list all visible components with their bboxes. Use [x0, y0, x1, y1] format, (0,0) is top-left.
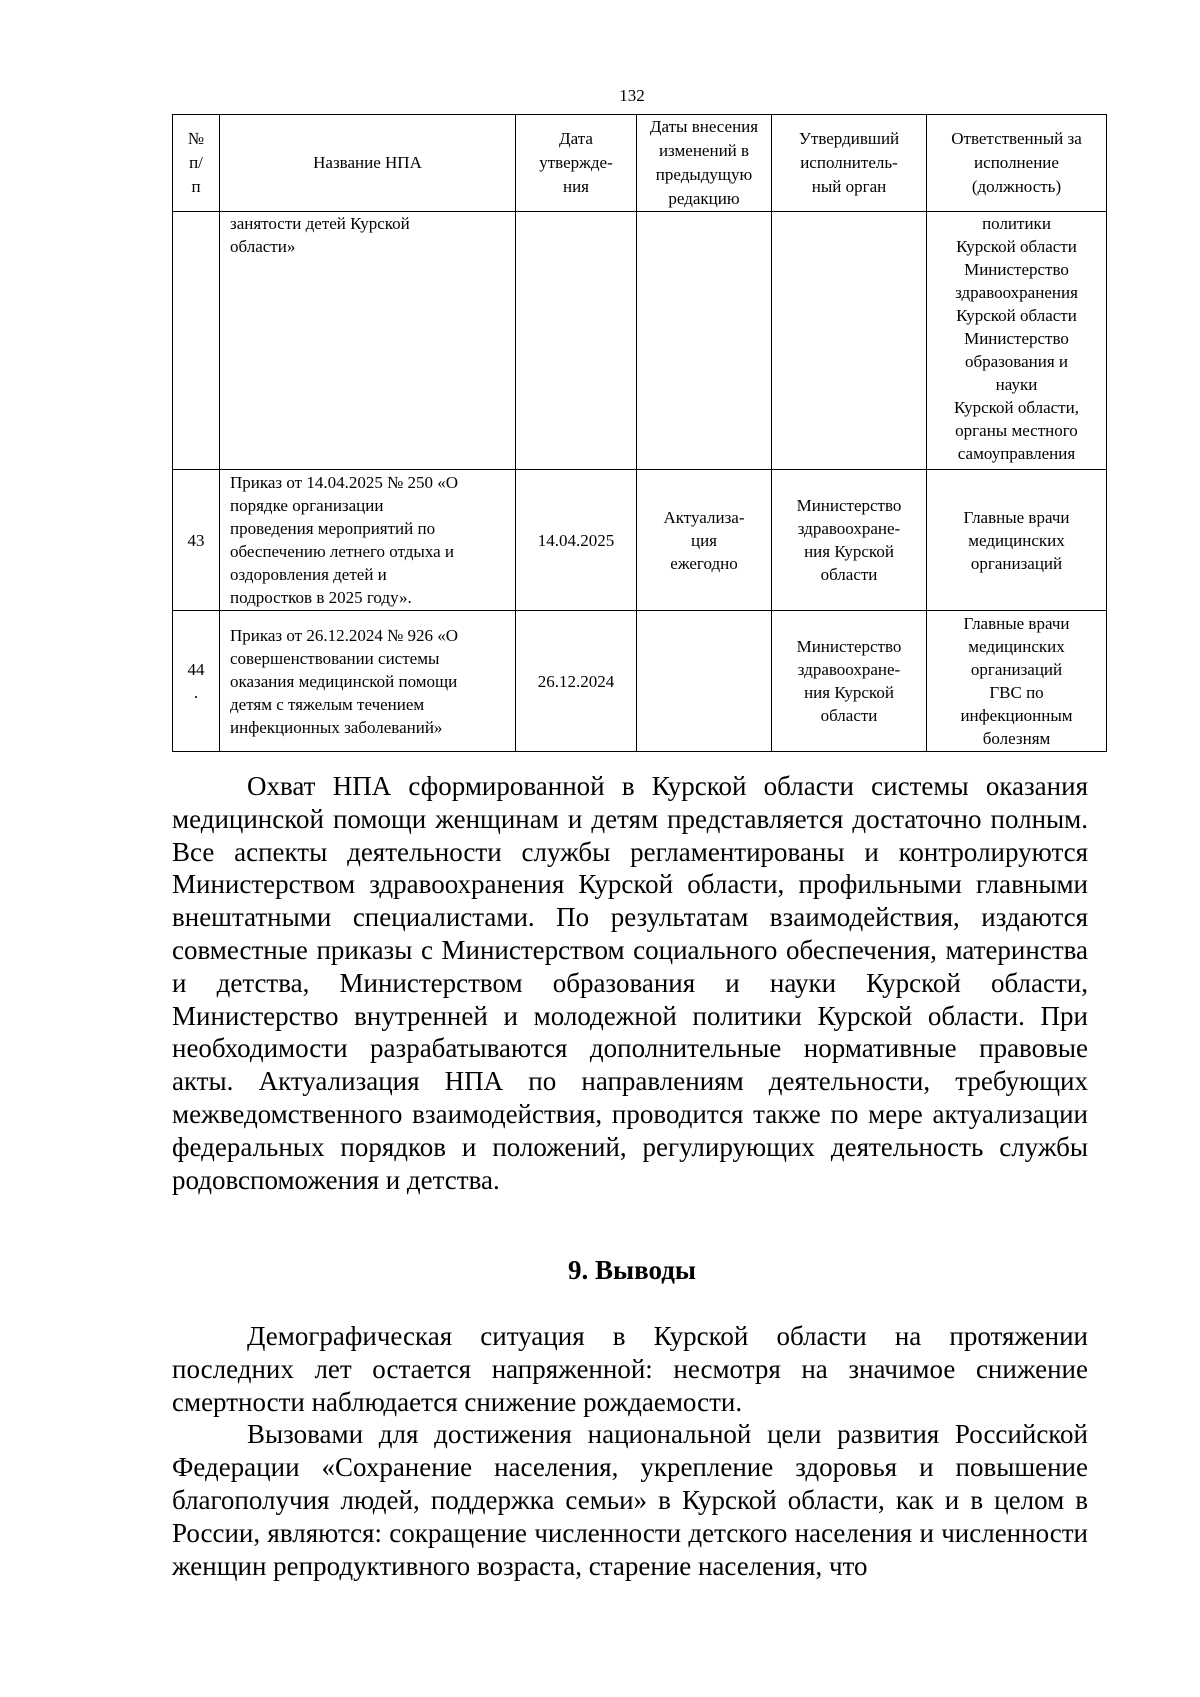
table-header-row [173, 115, 1107, 212]
cell-changes [637, 611, 772, 752]
cell-num [173, 212, 220, 470]
cell-name: Приказ от 26.12.2024 № 926 «О совершенствовании системы оказания медицинской помощи детям с тяжелым течением инфекционных заболеваний» [220, 611, 516, 752]
cell-body: Министерство здравоохране- ния Курской области [772, 611, 927, 752]
section-heading: 9. Выводы [568, 1255, 696, 1285]
cell-date: 26.12.2024 [516, 611, 637, 752]
cell-date: 14.04.2025 [516, 470, 637, 611]
header-resp: Ответственный за исполнение (должность) [927, 115, 1107, 212]
cell-resp: Главные врачи медицинских организаций [927, 470, 1107, 611]
table-row [173, 212, 1107, 470]
table-row [173, 611, 1107, 752]
header-num: № п/ п [173, 115, 220, 212]
npa-table [172, 114, 1107, 752]
body-text-2 [172, 1320, 1088, 1582]
body-text-1 [172, 770, 1088, 1196]
page-number: 132 [619, 86, 645, 105]
cell-name: Приказ от 14.04.2025 № 250 «О порядке организации проведения мероприятий по обеспечению летнего отдыха и оздоровления детей и подростков в 2025 году». [220, 470, 516, 611]
cell-resp: Главные врачи медицинских организаций ГВС по инфекционным болезням [927, 611, 1107, 752]
paragraph-npa-coverage: Охват НПА сформированной в Курской области системы оказания медицинской помощи женщинам и детям представляется достаточно полным. Все аспекты деятельности службы регламентированы и контролируются Министерством здравоохранения Курской области, профильными главными внештатными специалистами. По результатам взаимодействия, издаются совместные приказы с Министерством социального обеспечения, материнства и детства, Министерством образования и науки Курской области, Министерство внутренней и молодежной политики Курской области. При необходимости разрабатываются дополнительные нормативные правовые акты. Актуализация НПА по направлениям деятельности, требующих межведомственного взаимодействия, проводится также по мере актуализации федеральных порядков и положений, регулирующих деятельность службы родовспоможения и детства. [172, 771, 1088, 1195]
cell-num: 44 . [173, 611, 220, 752]
cell-date [516, 212, 637, 470]
cell-body: Министерство здравоохране- ния Курской области [772, 470, 927, 611]
cell-name: занятости детей Курской области» [220, 212, 516, 470]
header-body: Утвердивший исполнитель- ный орган [772, 115, 927, 212]
header-date: Дата утвержде- ния [516, 115, 637, 212]
cell-changes [637, 212, 772, 470]
cell-num: 43 [173, 470, 220, 611]
cell-resp: политики Курской области Министерство здравоохранения Курской области Министерство образования и науки Курской области, органы местного самоуправления [927, 212, 1107, 470]
cell-body [772, 212, 927, 470]
paragraph-challenges: Вызовами для достижения национальной цели развития Российской Федерации «Сохранение населения, укрепление здоровья и повышение благополучия людей, поддержка семьи» в Курской области, как и в целом в России, являются: сокращение численности детского населения и численности женщин репродуктивного возраста, старение населения, что [172, 1419, 1088, 1581]
table-row [173, 470, 1107, 611]
header-name: Название НПА [220, 115, 516, 212]
paragraph-demography: Демографическая ситуация в Курской области на протяжении последних лет остается напряженной: несмотря на значимое снижение смертности наблюдается снижение рождаемости. [172, 1321, 1088, 1417]
header-changes: Даты внесения изменений в предыдущую редакцию [637, 115, 772, 212]
cell-changes: Актуализа- ция ежегодно [637, 470, 772, 611]
